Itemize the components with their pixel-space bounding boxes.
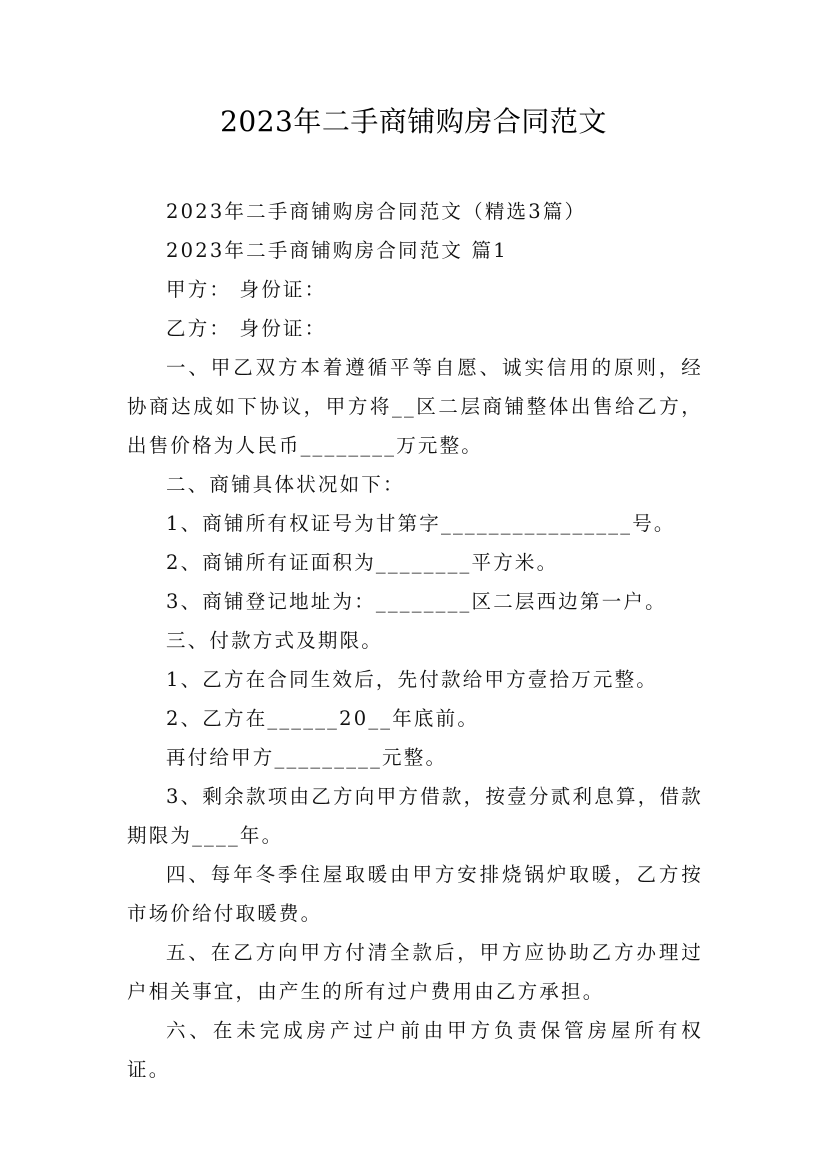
document-body (127, 192, 703, 1089)
paragraph-party-a: 甲方： 身份证： (166, 278, 327, 301)
paragraph-section-heading: 2023年二手商铺购房合同范文 篇1 (166, 239, 508, 262)
paragraph-party-b: 乙方： 身份证： (166, 317, 327, 340)
paragraph-clause-3-item-1: 1、乙方在合同生效后，先付款给甲方壹拾万元整。 (166, 668, 659, 691)
paragraph-clause-3: 三、付款方式及期限。 (166, 629, 384, 652)
paragraph-clause-3-item-2: 2、乙方在______20__年底前。 (166, 707, 480, 730)
paragraph-subtitle: 2023年二手商铺购房合同范文（精选3篇） (166, 200, 587, 223)
paragraph-clause-4: 四、每年冬季住屋取暖由甲方安排烧锅炉取暖，乙方按市场价给付取暖费。 (127, 863, 703, 925)
paragraph-clause-2-item-1: 1、商铺所有权证号为甘第字________________号。 (166, 512, 676, 535)
paragraph-clause-3-item-3: 3、剩余款项由乙方向甲方借款，按壹分贰利息算，借款期限为____年。 (127, 785, 703, 847)
paragraph-clause-3-item-2-cont: 再付给甲方_________元整。 (166, 746, 448, 769)
document-title: 2023年二手商铺购房合同范文 (220, 105, 607, 138)
paragraph-clause-1: 一、甲乙双方本着遵循平等自愿、诚实信用的原则，经协商达成如下协议，甲方将__区二层商铺整体出售给乙方，出售价格为人民币________万元整。 (127, 356, 703, 457)
paragraph-clause-5: 五、在乙方向甲方付清全款后，甲方应协助乙方办理过户相关事宜，由产生的所有过户费用由乙方承担。 (127, 941, 703, 1003)
paragraph-clause-2-item-3: 3、商铺登记地址为：________区二层西边第一户。 (166, 590, 667, 613)
paragraph-clause-2-item-2: 2、商铺所有证面积为________平方米。 (166, 551, 559, 574)
paragraph-clause-6: 六、在未完成房产过户前由甲方负责保管房屋所有权证。 (127, 1019, 703, 1081)
paragraph-clause-2: 二、商铺具体状况如下： (166, 473, 405, 496)
